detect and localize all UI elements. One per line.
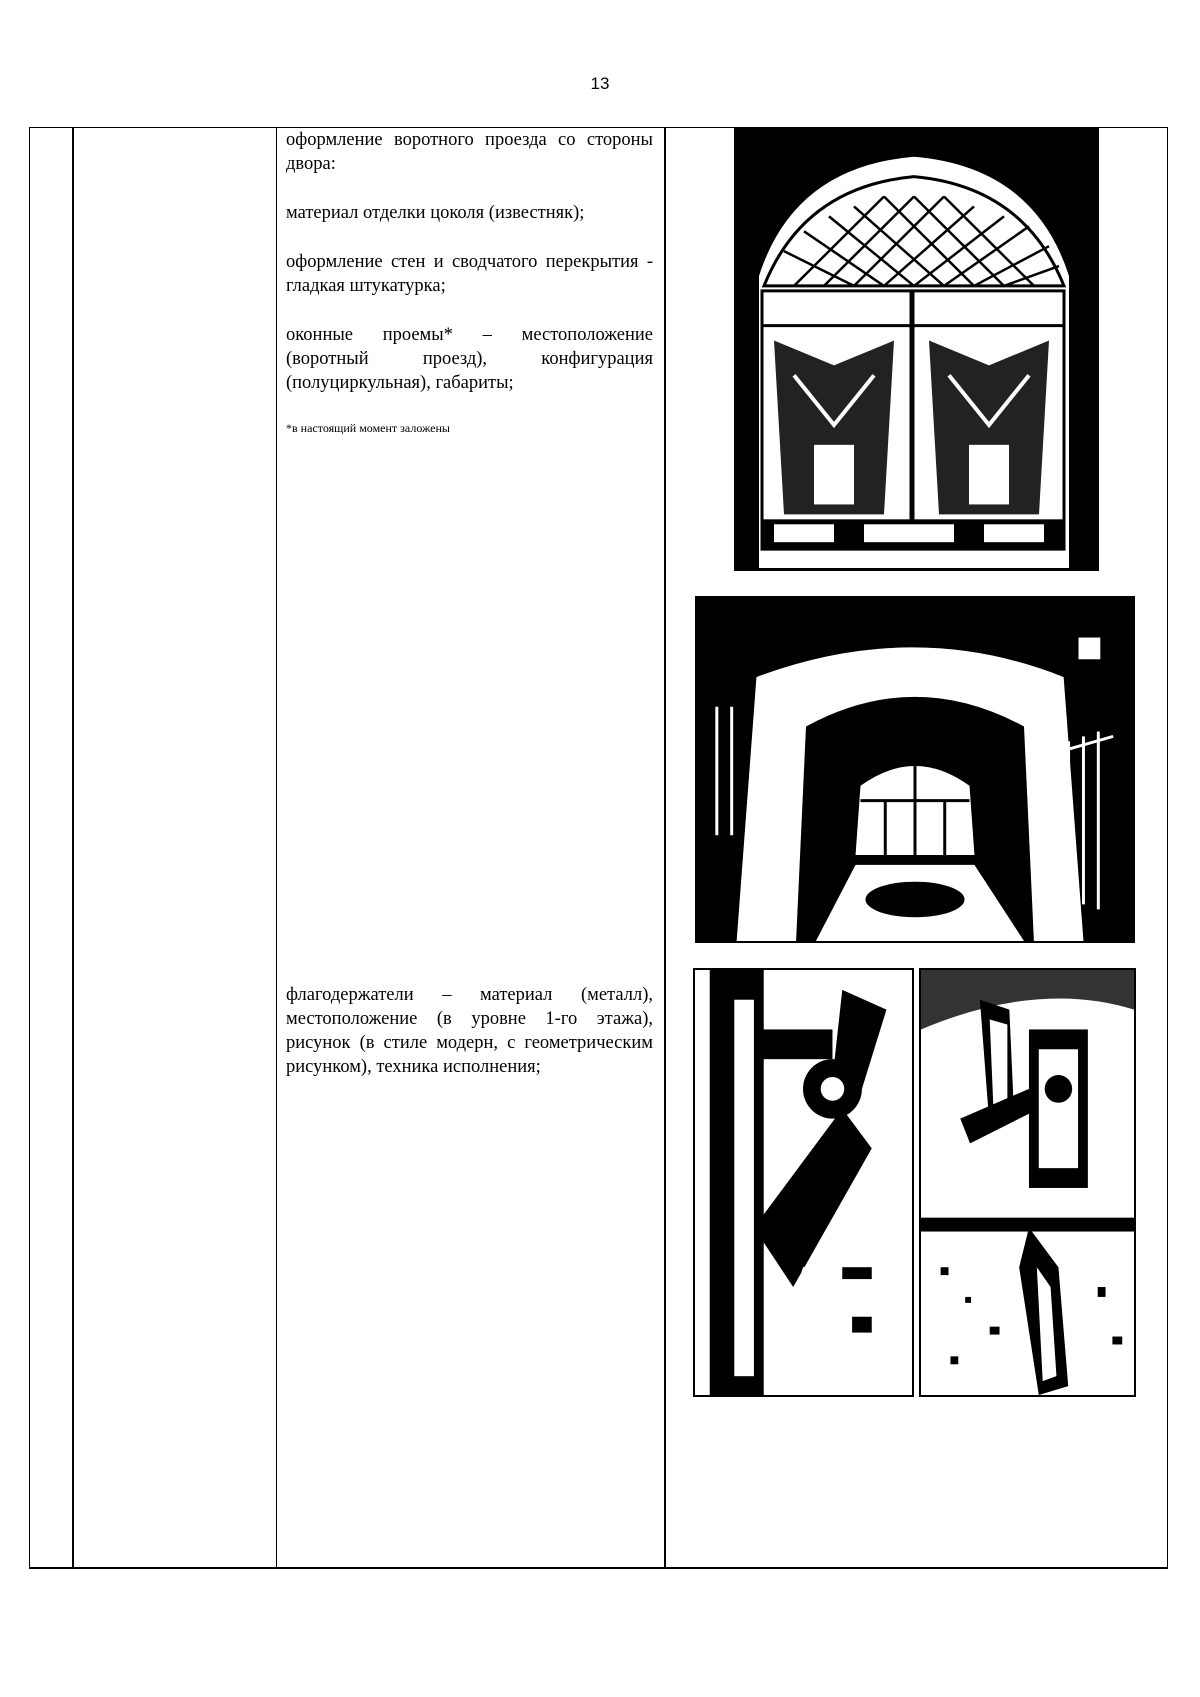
footnote: *в настоящий момент заложены [286,421,450,435]
page-number: 13 [590,74,610,93]
gate-photo [734,127,1099,571]
description-paragraph: оформление воротного проезда со стороны двора: [286,130,653,174]
vaulted-passage-photo [695,596,1135,943]
table-bottom-border [29,1567,1168,1569]
description-paragraph: материал отделки цоколя (известняк); [286,203,585,223]
table-column-divider [664,127,666,1569]
description-paragraph: оформление стен и сводчатого перекрытия - гладкая штукатурка; [286,252,653,296]
table-column-divider [276,127,277,1569]
flag-holder-photo [919,968,1136,1397]
flag-holder-photo [693,968,914,1397]
description-paragraph: оконные проемы* – местоположение (воротный проезд), конфигурация (полуциркульная), габариты; [286,325,653,393]
gate-passage-description [286,128,653,461]
table-column-divider [72,127,74,1569]
description-paragraph: флагодержатели – материал (металл), местоположение (в уровне 1-го этажа), рисунок (в стиле модерн, с геометрическим рисунком), техника исполнения; [286,985,653,1077]
flag-holders-description [286,983,653,1104]
